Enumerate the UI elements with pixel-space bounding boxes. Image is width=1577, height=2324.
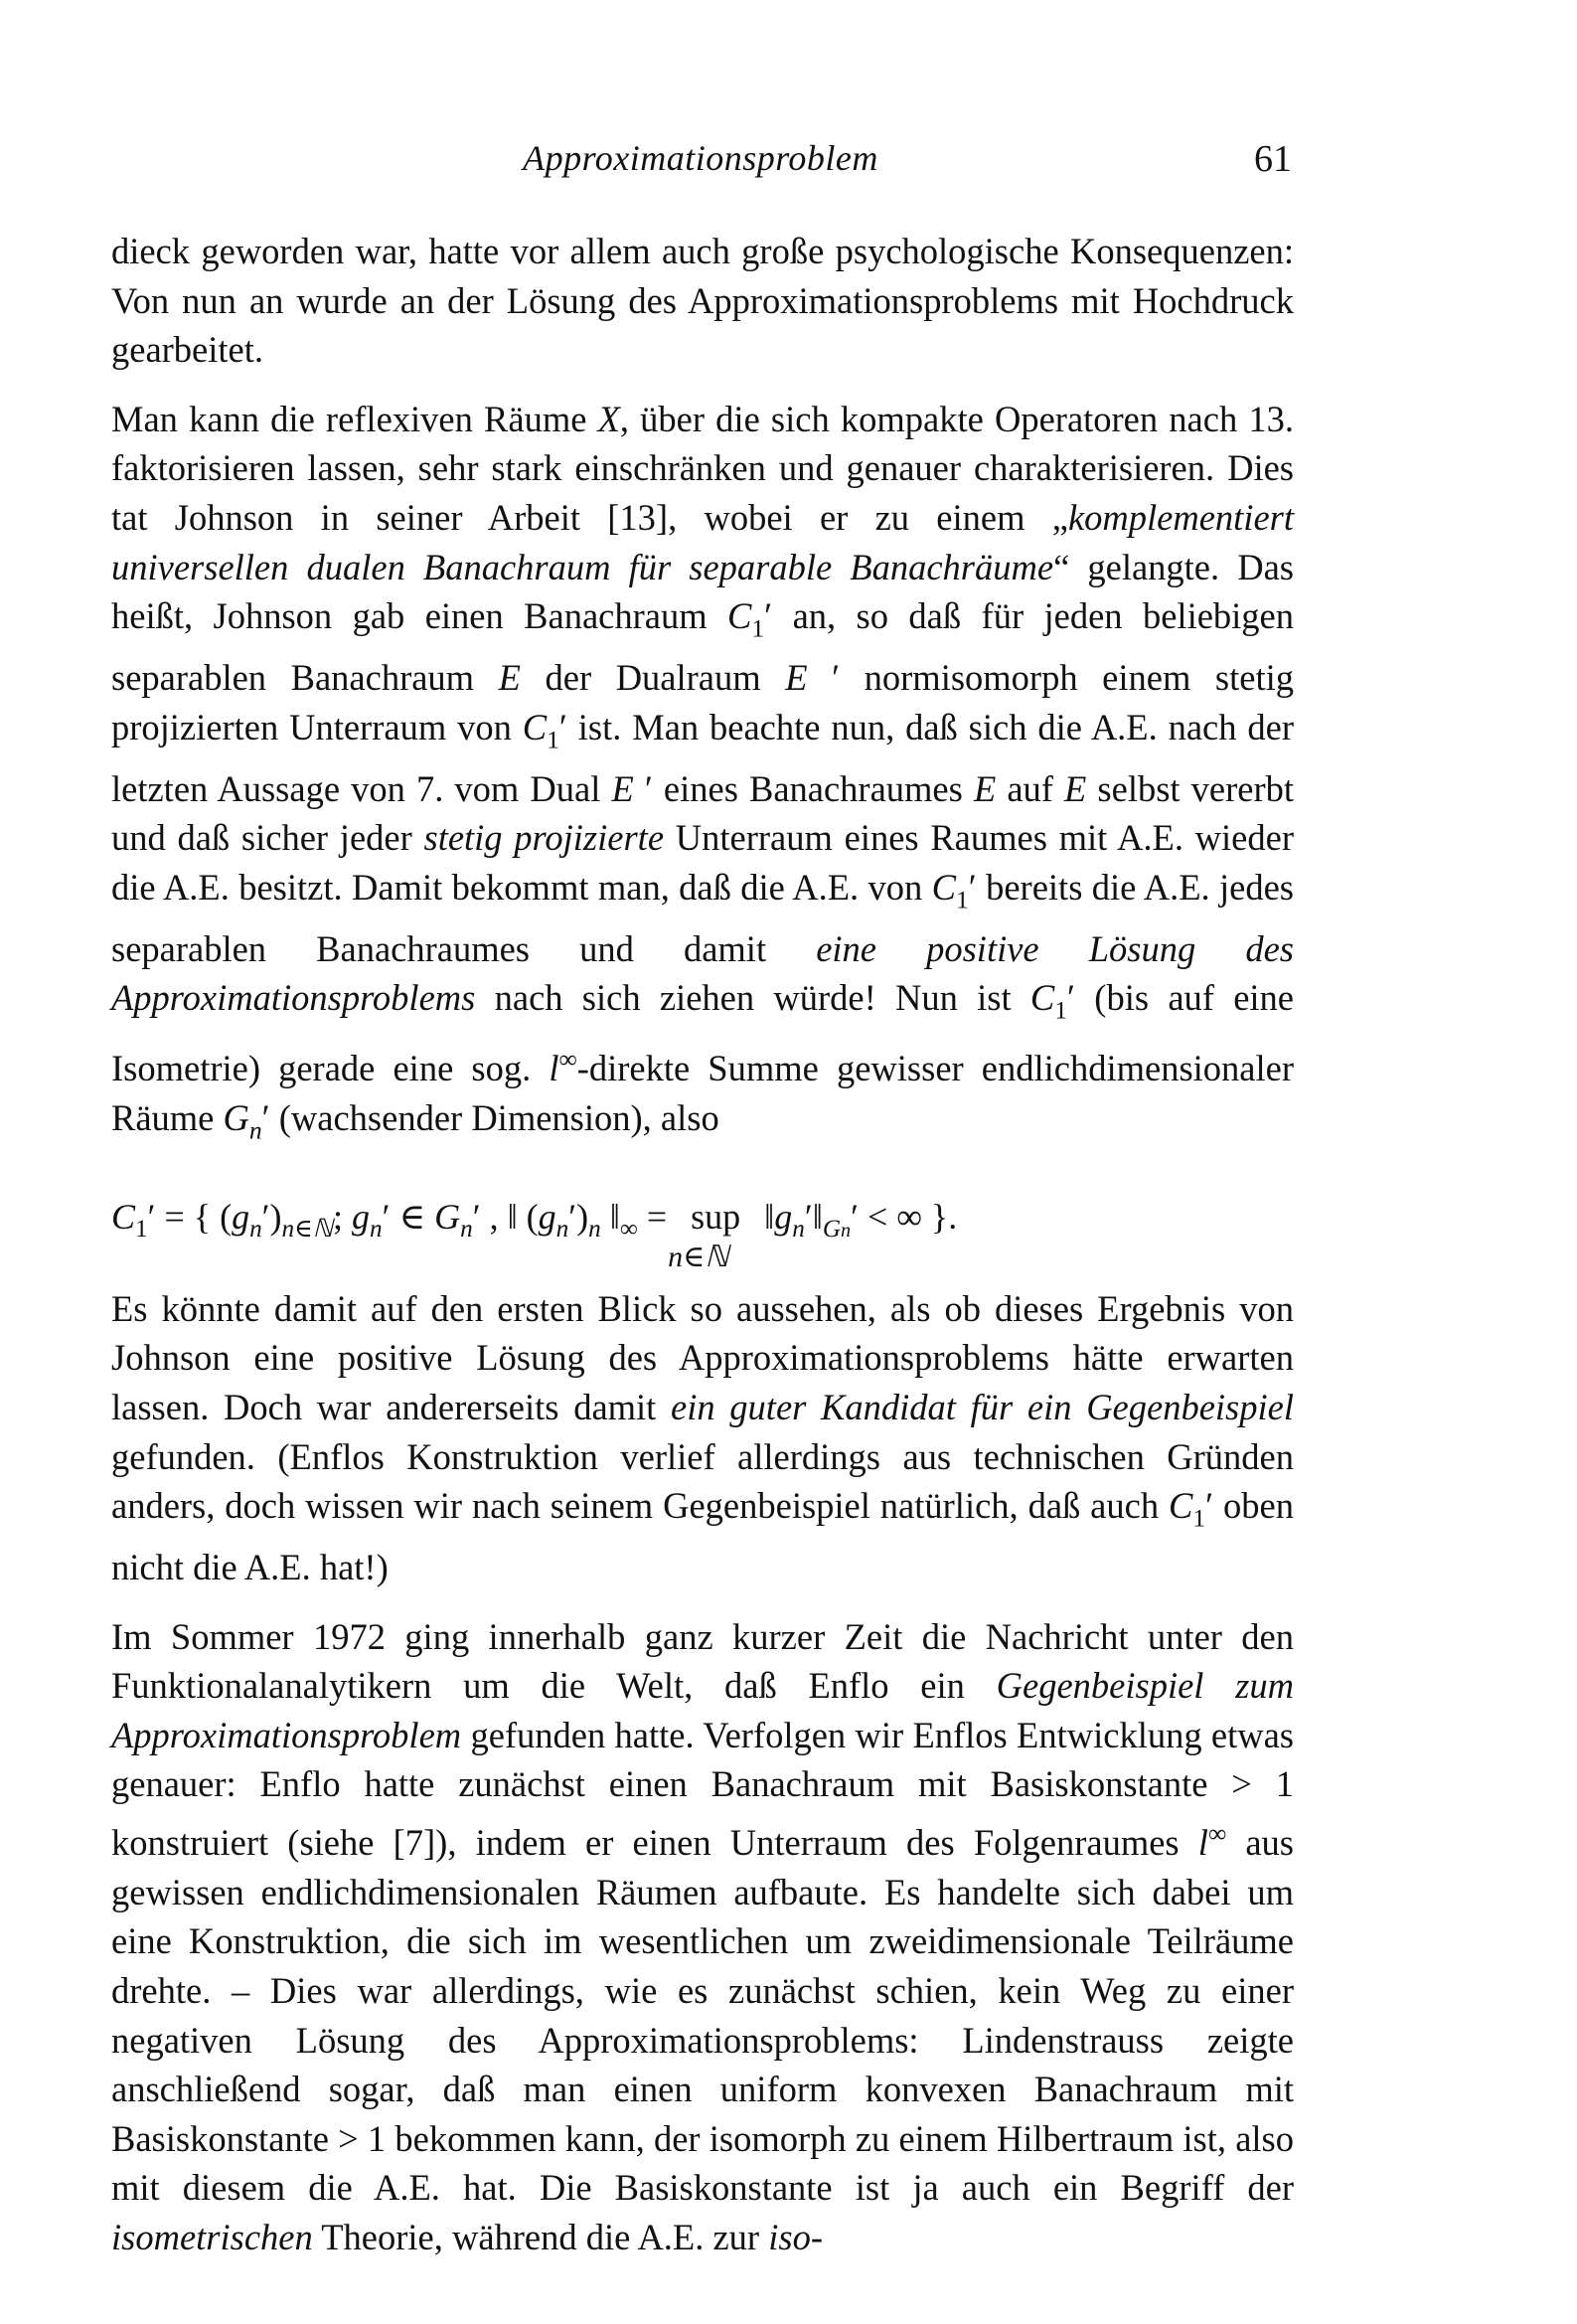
paragraph-3: Es könnte damit auf den ersten Blick so aussehen, als ob dieses Ergebnis von Johnson eine positive Lösung des Approximationsproblems hätte erwarten lassen. Doch war andererseits damit ein guter Kandidat für ein Gegenbeispiel gefunden. (Enflos Konstruktion verlief allerdings aus technischen Gründen anders, doch wissen wir nach seinem Gegenbeispiel natürlich, daß auch $C_1'$ oben nicht die A.E. hat!) [111,1287,1294,1587]
body-text [111,227,1294,2261]
formula-c1-definition [111,1155,1294,1284]
sup-operator: sup n∈ℕ [668,1196,741,1273]
running-head [109,137,1292,187]
formula-line: $C_1'$ = { $(g_n')_{n\in ℕ}$; $g_n'$ ∈ $G_n'$ , ‖ $(g_n')_n$ $‖_\infty$ = sup n∈ℕ $‖g_n'‖_{Gn}'$ < ∞ }. [111,1193,957,1256]
running-title: Approximationsproblem [523,138,878,178]
paragraph-1: dieck geworden war, hatte vor allem auch große psychologische Konsequenzen: Von nun an wurde an der Lösung des Approximationsproblems mit Hochdruck gearbeitet. [111,231,1294,371]
paragraph-2: Man kann die reflexiven Räume X, über die sich kompakte Operatoren nach 13. faktorisieren lassen, sehr stark einschränken und genauer charakterisieren. Dies tat Johnson in seiner Arbeit [13], wobei er zu einem „komplementiert universellen dualen Banachraum für separable Banachräume“ gelangte. Das heißt, Johnson gab einen Banachraum $C_1'$ an, so daß für jeden beliebigen separablen Banachraum E der Dualraum E ′ normisomorph einem stetig projizierten Unterraum von $C_1'$ ist. Man beachte nun, daß sich die A.E. nach der letzten Aussage von 7. vom Dual E ′ eines Banachraumes E auf E selbst vererbt und daß sicher jeder stetig projizierte Unterraum eines Raumes mit A.E. wieder die A.E. besitzt. Damit bekommt man, daß die A.E. von $C_1'$ bereits die A.E. jedes separablen Banachraumes und damit eine positive Lösung des Approximationsproblems nach sich ziehen würde! Nun ist $C_1'$ (bis auf eine Isometrie) gerade eine sog. l∞-direkte Summe gewisser endlichdimensionaler Räume $G_n'$ (wachsender Dimension), also [111,398,1295,1145]
page-number: 61 [1254,138,1292,180]
paragraph-4: Im Sommer 1972 ging innerhalb ganz kurzer Zeit die Nachricht unter den Funktionalanalytikern um die Welt, daß Enflo ein Gegenbeispiel zum Approximationsproblem gefunden hatte. Verfolgen wir Enflos Entwicklung etwas genauer: Enflo hatte zunächst einen Banachraum mit Basiskonstante > 1 konstruiert (siehe [7]), indem er einen Unterraum des Folgenraumes l∞ aus gewissen endlichdimensionalen Räumen aufbaute. Es handelte sich dabei um eine Konstruktion, die sich im wesentlichen um zweidimensionale Teilräume drehte. – Dies war allerdings, wie es zunächst schien, kein Weg zu einer negativen Lösung des Approximationsproblems: Lindenstrauss zeigte anschließend sogar, daß man einen uniform konvexen Banachraum mit Basiskonstante > 1 bekommen kann, der isomorph zu einem Hilbertraum ist, also mit diesem die A.E. hat. Die Basiskonstante ist ja auch ein Begriff der isometrischen Theorie, während die A.E. zur iso- [111,1615,1294,2257]
